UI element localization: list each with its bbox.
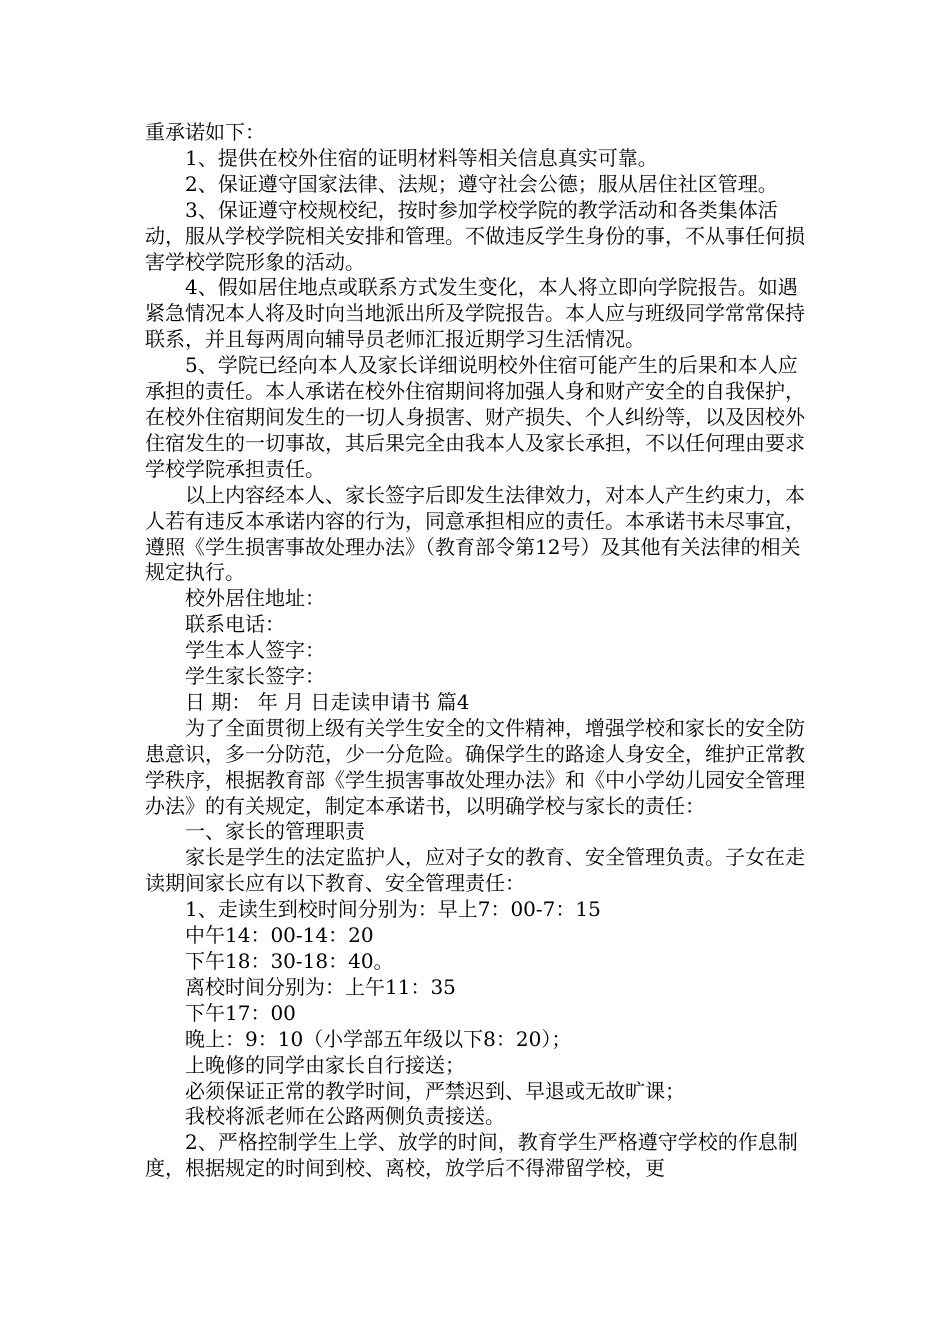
note-attendance: 必须保证正常的教学时间，严禁迟到、早退或无故旷课； — [185, 1078, 685, 1103]
paragraph-item-4: 4、假如居住地点或联系方式发生变化，本人将立即向学院报告。如遇紧急情况本人将及时向当地派出所及学院报告。本人应与班级同学常常保持联系，并且每两周向辅导员老师汇报近期学习生活情况。 — [145, 275, 805, 352]
schedule-arrival-morning: 1、走读生到校时间分别为：早上7：00-7：15 — [185, 897, 601, 922]
field-phone-label: 联系电话： — [185, 612, 285, 637]
document-body — [145, 120, 810, 1182]
schedule-departure-afternoon: 下午17：00 — [185, 1000, 296, 1025]
paragraph-commitment-intro: 重承诺如下： — [145, 120, 265, 144]
paragraph-item-3: 3、保证遵守校规校纪，按时参加学校学院的教学活动和各类集体活动，服从学校学院相关安排和管理。不做违反学生身份的事，不从事任何损害学校学院形象的活动。 — [145, 197, 805, 274]
schedule-departure-morning: 离校时间分别为：上午11：35 — [185, 974, 456, 999]
schedule-departure-evening: 晚上：9：10（小学部五年级以下8：20）； — [185, 1026, 572, 1051]
paragraph-purpose: 为了全面贯彻上级有关学生安全的文件精神，增强学校和家长的安全防患意识，多一分防范，少一分危险。确保学生的路途人身安全，维护正常教学秩序，根据教育部《学生损害事故处理办法》和《中小学幼儿园安全管理办法》的有关规定，制定本承诺书，以明确学校与家长的责任： — [145, 715, 805, 818]
note-teacher-escort: 我校将派老师在公路两侧负责接送。 — [185, 1104, 505, 1129]
paragraph-item-1: 1、提供在校外住宿的证明材料等相关信息真实可靠。 — [185, 145, 658, 170]
field-date-and-section-title: 日 期： 年 月 日走读申请书 篇4 — [185, 689, 470, 714]
field-parent-signature-label: 学生家长签字： — [185, 664, 325, 689]
note-evening-pickup: 上晚修的同学由家长自行接送； — [185, 1052, 465, 1077]
paragraph-item-5: 5、学院已经向本人及家长详细说明校外住宿可能产生的后果和本人应承担的责任。本人承诺在校外住宿期间将加强人身和财产安全的自我保护，在校外住宿期间发生的一切人身损害、财产损失、个人纠纷等，以及因校外住宿发生的一切事故，其后果完全由我本人及家长承担，不以任何理由要求学校学院承担责任。 — [145, 353, 805, 481]
paragraph-item-2: 2、保证遵守国家法律、法规；遵守社会公德；服从居住社区管理。 — [185, 171, 778, 196]
schedule-arrival-noon: 中午14：00-14：20 — [185, 923, 374, 948]
section-heading-parent-duties: 一、家长的管理职责 — [185, 819, 365, 844]
paragraph-item-2-schedule-control: 2、严格控制学生上学、放学的时间，教育学生严格遵守学校的作息制度，根据规定的时间到校、离校，放学后不得滞留学校，更 — [145, 1130, 798, 1181]
paragraph-parent-guardian: 家长是学生的法定监护人，应对子女的教育、安全管理负责。子女在走读期间家长应有以下教育、安全管理责任： — [145, 845, 805, 896]
paragraph-legal-effect: 以上内容经本人、家长签字后即发生法律效力，对本人产生约束力，本人若有违反本承诺内容的行为，同意承担相应的责任。本承诺书未尽事宜，遵照《学生损害事故处理办法》（教育部令第12号）及其他有关法律的相关规定执行。 — [145, 482, 805, 585]
field-student-signature-label: 学生本人签字： — [185, 638, 325, 663]
schedule-arrival-afternoon: 下午18：30-18：40。 — [185, 949, 394, 973]
field-address-label: 校外居住地址： — [185, 586, 325, 611]
